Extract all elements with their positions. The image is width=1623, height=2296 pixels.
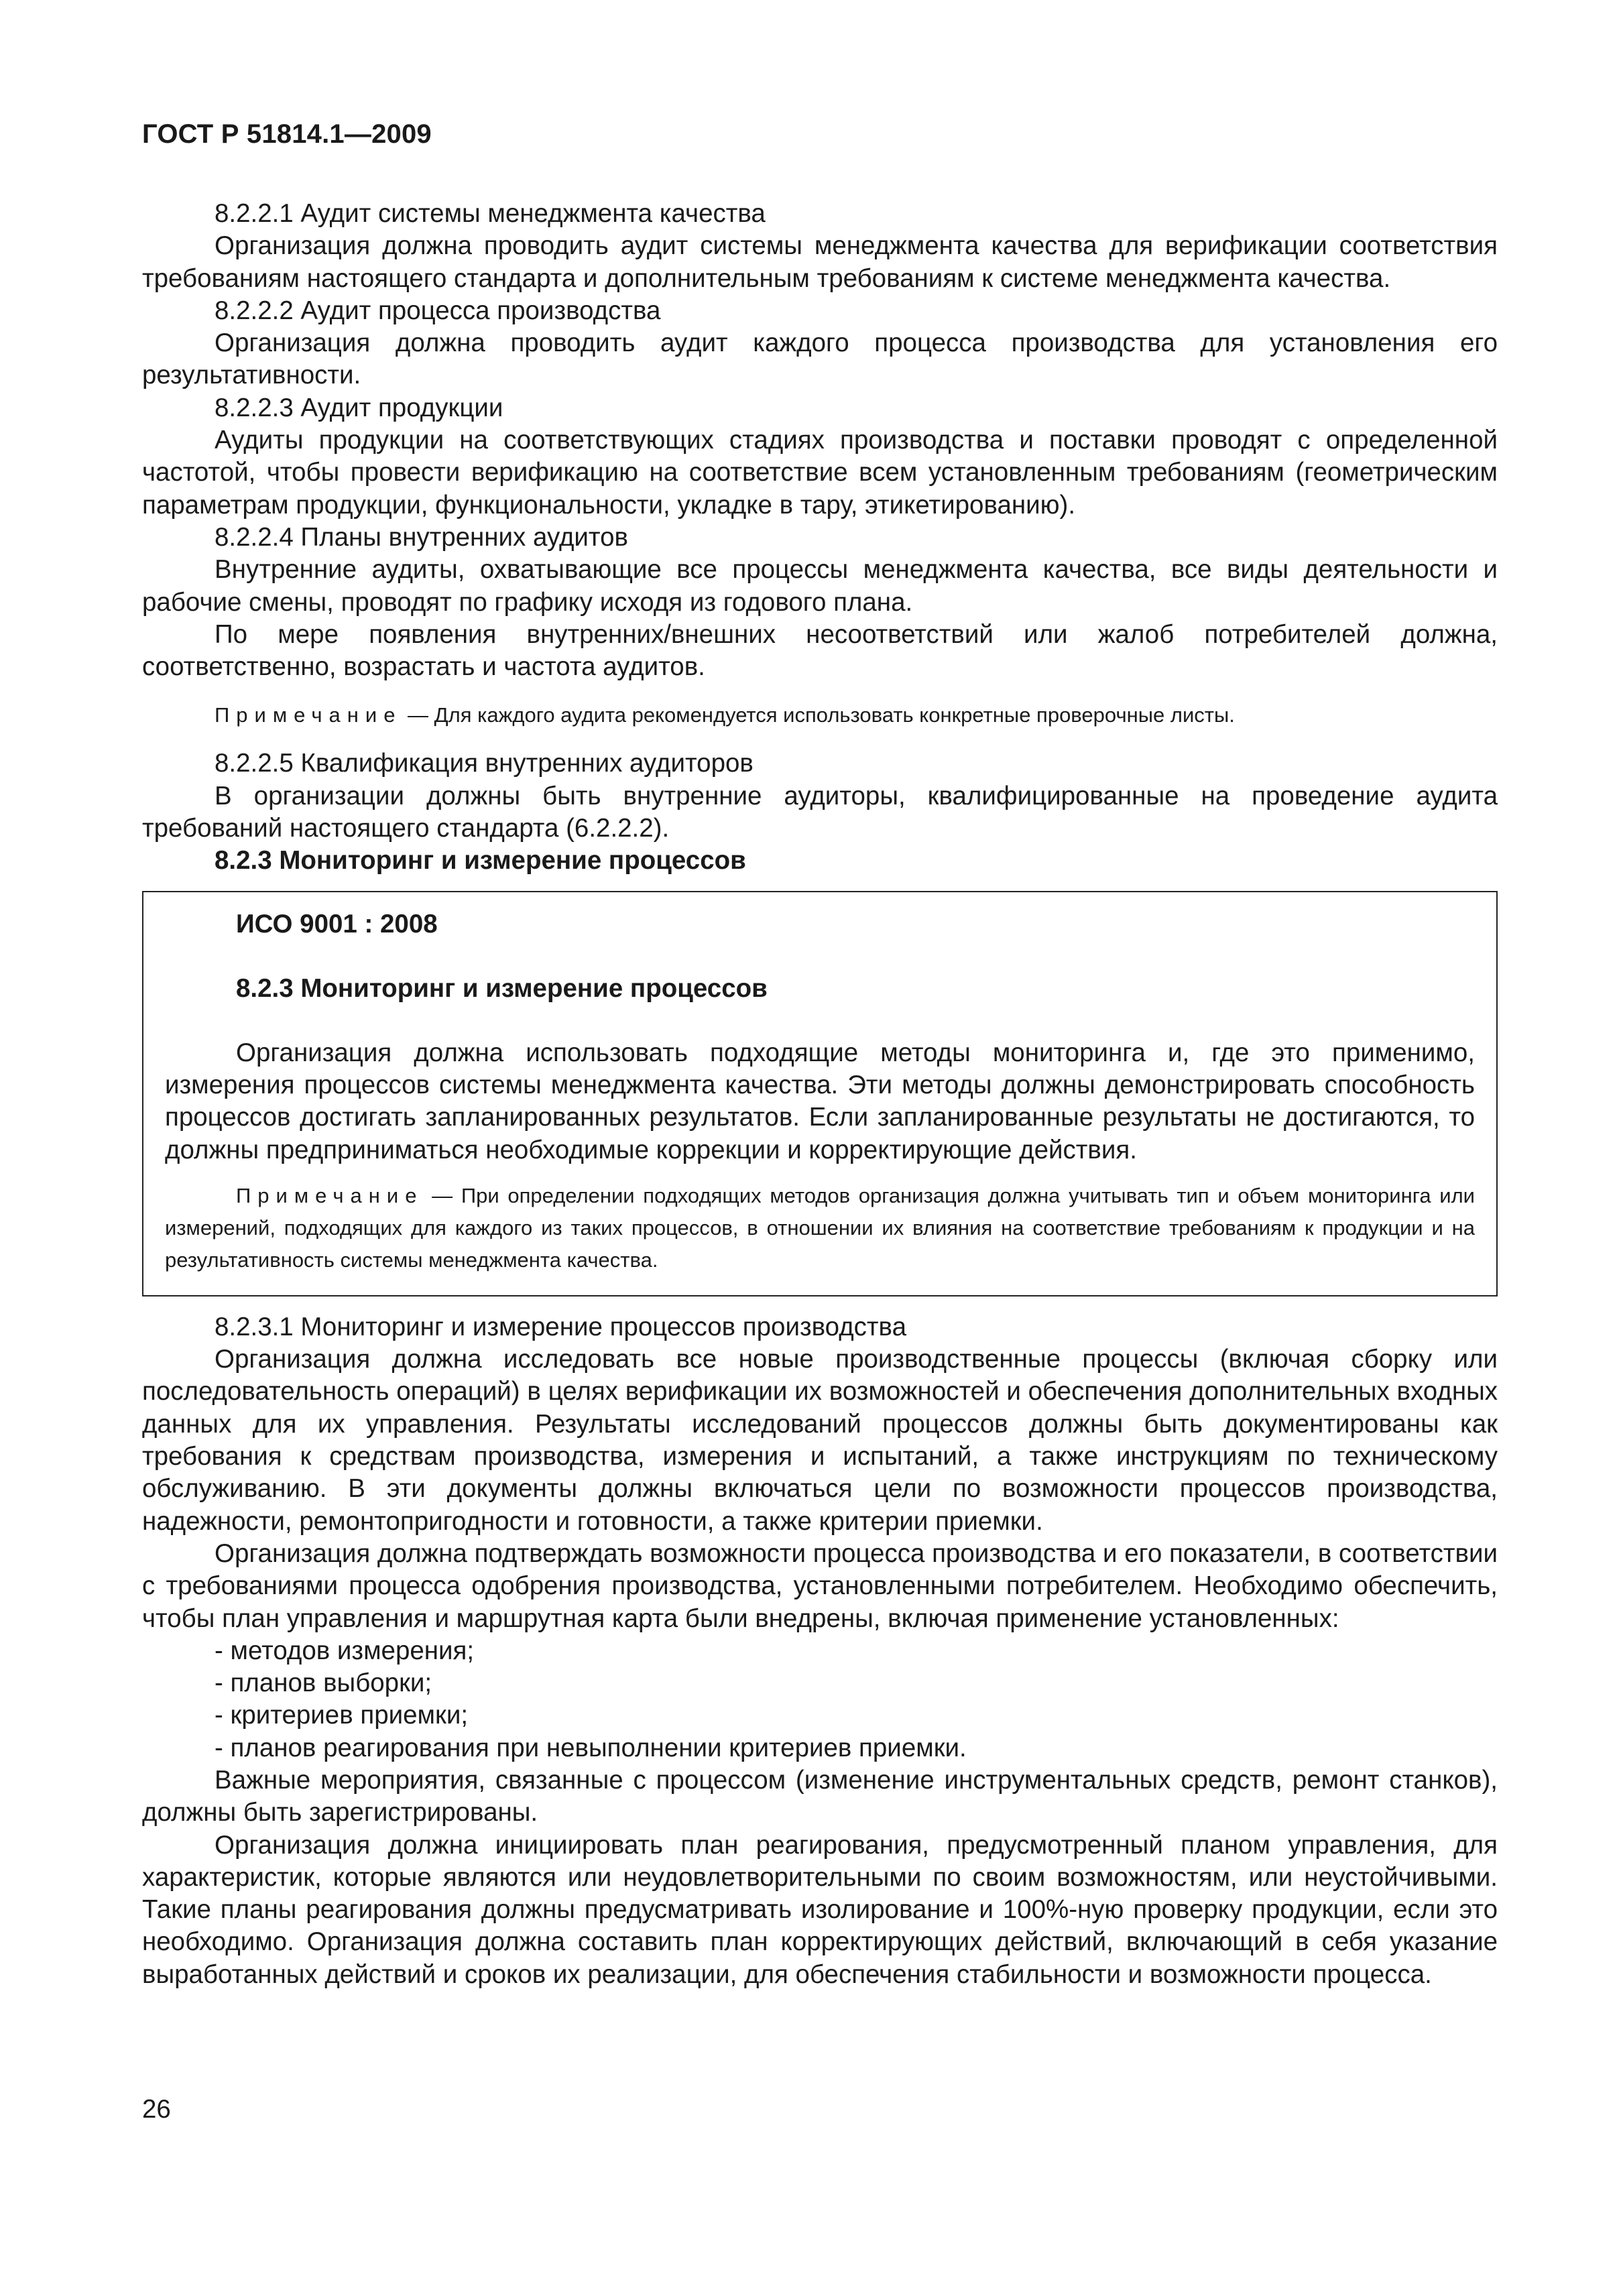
document-page	[142, 0, 1498, 2296]
note-label: Примечание	[215, 703, 402, 727]
paragraph-8-2-2-2: Организация должна проводить аудит каждого процесса производства для установления его результативности.	[142, 328, 1498, 390]
section-title-8-2-3-1: 8.2.3.1 Мониторинг и измерение процессов производства	[215, 1312, 906, 1341]
note-8-2-2-4	[142, 699, 1498, 731]
list-item: - планов реагирования при невыполнении критериев приемки.	[215, 1733, 967, 1762]
paragraph-8-2-2-4-b: По мере появления внутренних/внешних несоответствий или жалоб потребителей должна, соответственно, возрастать и частота аудитов.	[142, 619, 1498, 682]
paragraph-8-2-3-1-d: Организация должна инициировать план реагирования, предусмотренный планом управления, для характеристик, которые являются или неудовлетворительными по своим возможностям, или неустойчивыми. Такие планы реагирования должны предусматривать изолирование и 100%-ную проверку продукции, если это необходимо. Организация должна составить план корректирующих действий, включающий в себя указание выработанных действий и сроков их реализации, для обеспечения стабильности и возможности процесса.	[142, 1830, 1498, 1989]
section-title-8-2-2-4: 8.2.2.4 Планы внутренних аудитов	[215, 522, 628, 552]
paragraph-8-2-2-3: Аудиты продукции на соответствующих стадиях производства и поставки проводят с определенной частотой, чтобы провести верификацию на соответствие всем установленным требованиям (геометрическим параметрам продукции, функциональности, укладке в тару, этикетированию).	[142, 426, 1498, 520]
document-header: ГОСТ Р 51814.1—2009	[142, 119, 432, 149]
section-title-8-2-2-2: 8.2.2.2 Аудит процесса производства	[215, 296, 661, 325]
iso-paragraph: Организация должна использовать подходящие методы мониторинга и, где это применимо, измерения процессов системы менеджмента качества. Эти методы должны демонстрировать способность процессов достигать запланированных результатов. Если запланированные результаты не достигаются, то должны предприниматься необходимые коррекции и корректирующие действия.	[165, 1038, 1475, 1164]
list-item: - критериев приемки;	[215, 1701, 469, 1730]
iso-section-heading: 8.2.3 Мониторинг и измерение процессов	[236, 973, 768, 1003]
list-item: - планов выборки;	[215, 1669, 432, 1698]
paragraph-8-2-2-5: В организации должны быть внутренние аудиторы, квалифицированные на проведение аудита требований настоящего стандарта (6.2.2.2).	[142, 781, 1498, 843]
note-text: — Для каждого аудита рекомендуется использовать конкретные проверочные листы.	[402, 703, 1235, 727]
iso-note	[165, 1180, 1475, 1276]
iso-note-text: — При определении подходящих методов организация должна учитывать тип и объем мониторинга или измерений, подходящих для каждого из таких процессов, в отношении их влияния на соответствие требованиям к продукции и на результативность системы менеджмента качества.	[165, 1183, 1475, 1272]
list-item: - методов измерения;	[215, 1636, 475, 1665]
iso-quote-box	[142, 891, 1498, 1296]
section-title-8-2-2-5: 8.2.2.5 Квалификация внутренних аудиторов	[215, 749, 754, 778]
page-number: 26	[142, 2095, 171, 2124]
paragraph-8-2-3-1-a: Организация должна исследовать все новые производственные процессы (включая сборку или последовательность операций) в целях верификации их возможностей и обеспечения дополнительных входных данных для их управления. Результаты исследований процессов должны быть документированы как требования к средствам производства, измерения и испытаний, а также инструкциям по техническому обслуживанию. В эти документы должны включаться цели по возможности процессов производства, надежности, ремонтопригодности и готовности, а также критерии приемки.	[142, 1345, 1498, 1536]
iso-standard-label: ИСО 9001 : 2008	[236, 909, 438, 939]
paragraph-8-2-2-4-a: Внутренние аудиты, охватывающие все процессы менеджмента качества, все виды деятельности и рабочие смены, проводят по графику исходя из годового плана.	[142, 555, 1498, 617]
section-title-8-2-2-1: 8.2.2.1 Аудит системы менеджмента качества	[215, 199, 766, 228]
section-title-8-2-2-3: 8.2.2.3 Аудит продукции	[215, 393, 503, 422]
paragraph-8-2-2-1: Организация должна проводить аудит системы менеджмента качества для верификации соответствия требованиям настоящего стандарта и дополнительным требованиям к системе менеджмента качества.	[142, 231, 1498, 293]
paragraph-8-2-3-1-b: Организация должна подтверждать возможности процесса производства и его показатели, в соответствии с требованиями процесса одобрения производства, установленными потребителем. Необходимо обеспечить, чтобы план управления и маршрутная карта были внедрены, включая применение установленных:	[142, 1538, 1498, 1633]
document-body	[142, 198, 1498, 1991]
paragraph-8-2-3-1-c: Важные мероприятия, связанные с процессом (изменение инструментальных средств, ремонт станков), должны быть зарегистрированы.	[142, 1765, 1498, 1827]
iso-note-label: Примечание	[236, 1183, 424, 1207]
section-title-8-2-3: 8.2.3 Мониторинг и измерение процессов	[215, 846, 746, 875]
